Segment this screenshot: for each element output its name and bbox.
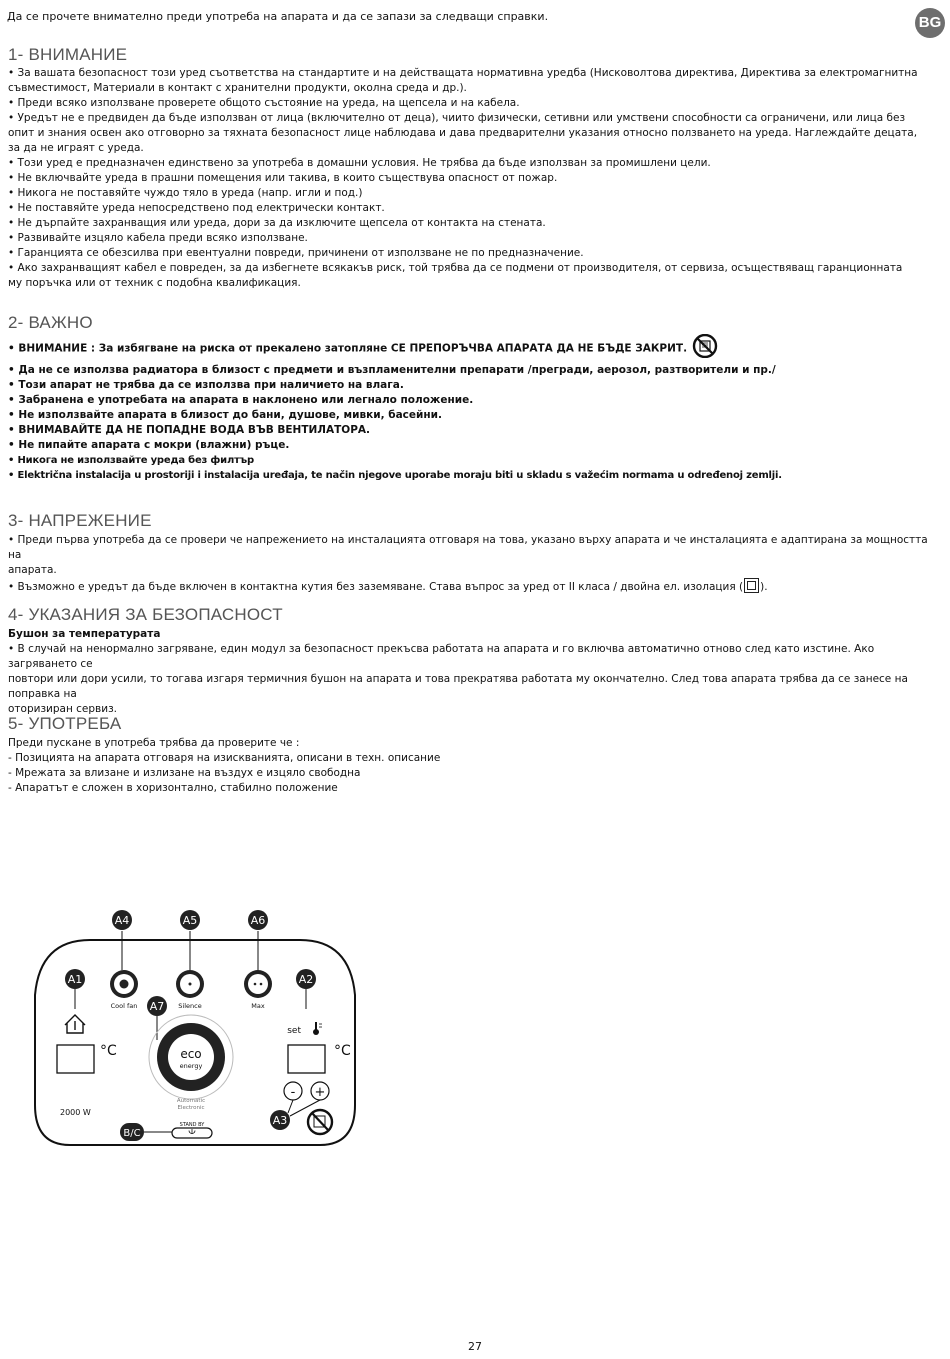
power-icon xyxy=(189,1129,195,1134)
svg-text:A7: A7 xyxy=(149,1000,165,1013)
intro-text: Да се прочете внимателно преди употреба на апарата и да се запази за следващи справки. xyxy=(7,10,549,23)
label-a7 xyxy=(147,996,167,1016)
label-a2 xyxy=(296,969,316,989)
double-insulation-icon xyxy=(744,578,759,593)
label-a5 xyxy=(180,910,200,930)
s4-line: повтори или дори усили, то тогава изгаря термичния бушон на апарата и това прекратява работата му окончателно. След това апарата трябва да се занесе на поправка на xyxy=(8,673,908,700)
cool-fan-label: Cool fan xyxy=(110,1002,138,1010)
label-a1 xyxy=(65,969,85,989)
section-2-extra xyxy=(8,453,938,483)
set-label: set xyxy=(287,1026,301,1036)
room-temperature-display xyxy=(57,1045,94,1073)
s2-extra-line: • Никога не използвайте уреда без филтър xyxy=(8,455,254,466)
section-2-title: 2- ВАЖНО xyxy=(8,313,93,332)
power-rating: 2000 W xyxy=(60,1108,91,1117)
s1-line: • Този уред е предназначен единствено за употреба в домашни условия. Не трябва да бъде използван за промишлени цели. xyxy=(8,157,711,169)
max-button[interactable] xyxy=(244,970,272,998)
s1-line: • За вашата безопасност този уред съответства на стандартите и на действащата нормативна уредба (Нисковолтова директива, Директива за електромагнитна xyxy=(8,67,918,79)
s3-line: апарата. xyxy=(8,564,57,576)
section-4-body xyxy=(8,627,938,717)
unit-right: °C xyxy=(334,1043,351,1059)
s1-line: • Не включвайте уреда в прашни помещения или такива, в които съществува опасност от пожар. xyxy=(8,172,558,184)
section-5-body xyxy=(8,736,938,796)
s1-line: • Не дърпайте захранващия или уреда, дори за да изключите щепсела от контакта на стената. xyxy=(8,217,546,229)
svg-text:A4: A4 xyxy=(114,914,130,927)
s2-line: • Да не се използва радиатора в близост с предмети и възпламенителни препарати /прегради, аерозол, разтворители и пр./ xyxy=(8,364,776,376)
svg-text:A2: A2 xyxy=(298,973,314,986)
energy-label: energy xyxy=(179,1062,203,1070)
s2-line: • Не използвайте апарата в близост до бани, душове, мивки, басейни. xyxy=(8,409,442,421)
s5-line: - Позицията на апарата отговаря на изискванията, описани в техн. описание xyxy=(8,752,441,764)
s2-extra-line: • Električna instalacija u prostoriji i instalacija uređaja, te način njegove uporabe moraju biti u skladu s važećim normama u određenoj zemlji. xyxy=(8,470,782,481)
s2-line: • Този апарат не трябва да се използва при наличието на влага. xyxy=(8,379,404,391)
s1-line: за да не играят с уреда. xyxy=(8,142,144,154)
svg-text:A1: A1 xyxy=(67,973,83,986)
thermometer-icon xyxy=(313,1022,322,1035)
max-label: Max xyxy=(251,1002,265,1010)
standby-label: STAND BY xyxy=(179,1122,205,1128)
label-bc xyxy=(120,1123,144,1141)
language-badge: BG xyxy=(915,8,945,38)
cool-fan-button[interactable] xyxy=(110,970,138,998)
section-4-title: 4- УКАЗАНИЯ ЗА БЕЗОПАСНОСТ xyxy=(8,605,283,624)
s5-line: - Мрежата за влизане и излизане на въздух е изцяло свободна xyxy=(8,767,361,779)
label-a3 xyxy=(270,1110,290,1130)
section-1-body xyxy=(8,66,938,291)
s5-line: Преди пускане в употреба трябва да проверите че : xyxy=(8,737,300,749)
set-temperature-display xyxy=(288,1045,325,1073)
silence-label: Silence xyxy=(178,1002,202,1010)
fan-icon xyxy=(120,980,129,989)
page-number: 27 xyxy=(468,1340,482,1353)
section-2-body xyxy=(8,334,938,453)
svg-text:A5: A5 xyxy=(182,914,198,927)
double-dot-icon xyxy=(260,983,263,986)
s1-line: • Преди всяко използване проверете общото състояние на уреда, на щепсела и на кабела. xyxy=(8,97,520,109)
svg-text:A6: A6 xyxy=(250,914,266,927)
s2-line: • Не пипайте апарата с мокри (влажни) ръце. xyxy=(8,439,290,451)
s4-line: оторизиран сервиз. xyxy=(8,703,117,715)
svg-text:B/C: B/C xyxy=(123,1128,141,1139)
s1-line: • Гаранцията се обезсилва при евентуални повреди, причинени от използване не по предназначение. xyxy=(8,247,584,259)
svg-text:A3: A3 xyxy=(272,1114,288,1127)
s1-line: му поръчка или от техник с подобна квалификация. xyxy=(8,277,301,289)
automatic-label: Automatic xyxy=(176,1098,206,1104)
plus-label: + xyxy=(314,1085,326,1100)
s2-line xyxy=(8,334,938,363)
electronic-label: Electronic xyxy=(177,1105,205,1111)
section-3-title: 3- НАПРЕЖЕНИЕ xyxy=(8,511,152,530)
s2-line-text: • ВНИМАНИЕ : За избягване на риска от прекалено затопляне СЕ ПРЕПОРЪЧВА АПАРАТА ДА НЕ БЪДЕ ЗАКРИТ. xyxy=(8,342,688,355)
panel-do-not-cover-icon xyxy=(308,1110,332,1134)
s1-line: • Уредът не е предвиден да бъде използван от лица (включително от деца), чиито физически, сетивни или умствени способности са ограничени, или лица без xyxy=(8,112,906,124)
standby-button[interactable] xyxy=(172,1128,212,1138)
s1-line: съвместимост, Материали в контакт с хранителни продукти, околна среда и др.). xyxy=(8,82,467,94)
eco-label: eco xyxy=(180,1047,202,1061)
minus-label: - xyxy=(290,1085,296,1100)
s2-line: • Забранена е употребата на апарата в наклонено или легнало положение. xyxy=(8,394,474,406)
section-5-title: 5- УПОТРЕБА xyxy=(8,714,122,733)
s1-line: • Никога не поставяйте чуждо тяло в уреда (напр. игли и под.) xyxy=(8,187,363,199)
section-3-body xyxy=(8,533,938,595)
s3-last-pre: • Възможно е уредът да бъде включен в контактна кутия без заземяване. Става въпрос за уред от II класа / двойна ел. изолация ( xyxy=(8,581,744,593)
s1-line: • Ако захранващият кабел е повреден, за да избегнете всякакъв риск, той трябва да се подмени от производителя, от сервиза, осъществяващ гаранционната xyxy=(8,262,903,274)
label-a4 xyxy=(112,910,132,930)
s3-last-post: ). xyxy=(760,581,768,593)
room-temperature-icon xyxy=(65,1015,85,1033)
control-panel-diagram xyxy=(30,905,370,1150)
do-not-cover-icon xyxy=(691,334,719,363)
s4-subtitle: Бушон за температурата xyxy=(8,628,161,640)
s5-line: - Апаратът е сложен в хоризонтално, стабилно положение xyxy=(8,782,338,794)
s1-line: • Развивайте изцяло кабела преди всяко използване. xyxy=(8,232,308,244)
s2-line: • ВНИМАВАЙТЕ ДА НЕ ПОПАДНЕ ВОДА ВЪВ ВЕНТИЛАТОРА. xyxy=(8,424,371,436)
silence-button[interactable] xyxy=(176,970,204,998)
single-dot-icon xyxy=(189,983,192,986)
s3-line xyxy=(8,578,938,595)
label-a6 xyxy=(248,910,268,930)
unit-left: °C xyxy=(100,1043,117,1059)
section-1-title: 1- ВНИМАНИЕ xyxy=(8,45,128,64)
s3-line: • Преди първа употреба да се провери че напрежението на инсталацията отговаря на това, указано върху апарата и че инсталацията е адаптирана за мощността на xyxy=(8,534,928,561)
s1-line: опит и знания освен ако отговорно за тяхната безопасност лице наблюдава и дава предварителни указания относно ползването на уреда. Наглеждайте децата, xyxy=(8,127,918,139)
s1-line: • Не поставяйте уреда непосредствено под електрически контакт. xyxy=(8,202,385,214)
s4-line: • В случай на ненормално загряване, един модул за безопасност прекъсва работата на апарата и го включва автоматично отново след като изстине. Ако загряването се xyxy=(8,643,875,670)
